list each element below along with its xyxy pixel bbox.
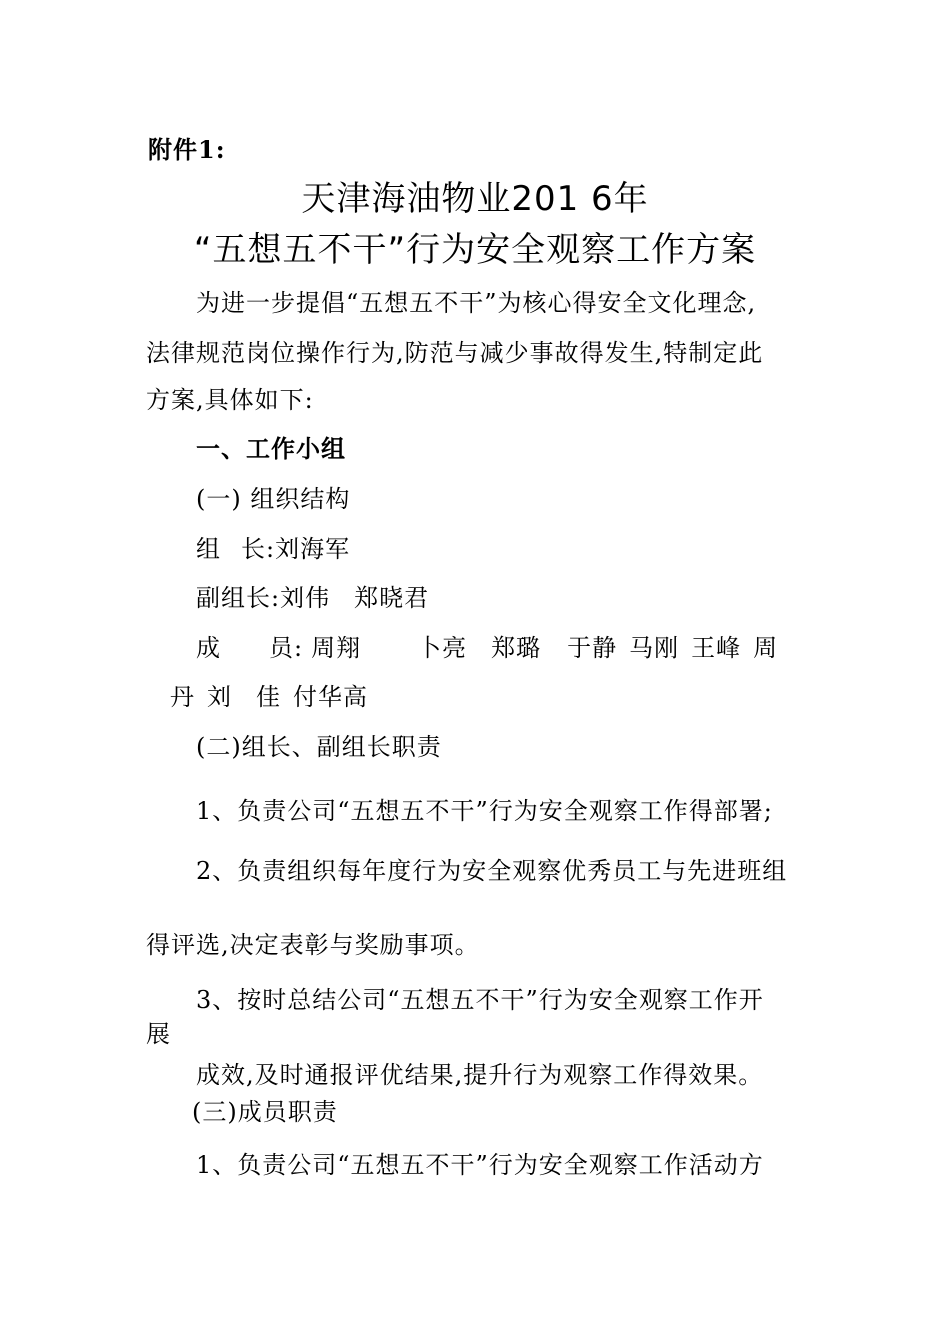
leader-duty-3-wrap: 展 <box>146 1020 171 1048</box>
intro-line-1: 为进一步提倡“五想五不干”为核心得安全文化理念, <box>196 289 757 317</box>
intro-line-3: 方案,具体如下: <box>146 386 314 414</box>
leader-label-part1: 组 <box>196 535 221 563</box>
intro-line-2: 法律规范岗位操作行为,防范与减少事故得发生,特制定此 <box>146 339 764 367</box>
leader-duty-2-cont: 得评选,决定表彰与奖励事项。 <box>146 931 480 959</box>
member-name: 丹 <box>170 683 195 711</box>
member-name: 马刚 <box>629 634 680 662</box>
deputy-label: 副组长: <box>196 584 281 612</box>
deputy-name: 郑晓君 <box>354 584 430 612</box>
member-name: 刘 <box>207 683 232 711</box>
member-name: 卜亮 <box>417 634 468 662</box>
group-leader-row <box>196 533 350 565</box>
member-duty-1: 1、负责公司“五想五不干”行为安全观察工作活动方 <box>196 1151 764 1179</box>
member-label-part1: 成 <box>196 634 221 662</box>
subsection-heading-member-duties: (三)成员职责 <box>192 1098 338 1126</box>
member-name: 周翔 <box>311 634 362 662</box>
deputy-name: 刘伟 <box>280 584 331 612</box>
members-row-2 <box>170 681 368 713</box>
leader-label-part2: 长: <box>241 535 276 563</box>
member-name: 周 <box>753 634 779 662</box>
members-row-1 <box>196 632 778 664</box>
member-name: 付华高 <box>293 683 368 711</box>
section-heading-work-group: 一、工作小组 <box>196 434 346 463</box>
member-name: 佳 <box>256 683 281 711</box>
member-name: 于静 <box>567 634 618 662</box>
attachment-label: 附件1: <box>148 135 226 164</box>
leader-duty-1: 1、负责公司“五想五不干”行为安全观察工作得部署; <box>196 797 773 825</box>
leader-duty-2: 2、负责组织每年度行为安全观察优秀员工与先进班组 <box>196 857 788 885</box>
leader-duty-3: 3、按时总结公司“五想五不干”行为安全观察工作开 <box>196 986 764 1014</box>
subsection-heading-leader-duties: (二)组长、副组长职责 <box>196 733 442 761</box>
deputy-leader-row <box>196 582 429 614</box>
subsection-heading-structure: (一) 组织结构 <box>196 485 351 513</box>
document-title-line1: 天津海油物业201 6年 <box>301 179 649 219</box>
leader-duty-3-cont: 成效,及时通报评优结果,提升行为观察工作得效果。 <box>196 1061 764 1089</box>
member-name: 郑璐 <box>491 634 542 662</box>
member-name: 王峰 <box>691 634 742 662</box>
leader-name: 刘海军 <box>275 535 351 563</box>
member-label-part2: 员: <box>269 634 304 662</box>
document-title-line2: “五想五不干”行为安全观察工作方案 <box>193 230 757 270</box>
